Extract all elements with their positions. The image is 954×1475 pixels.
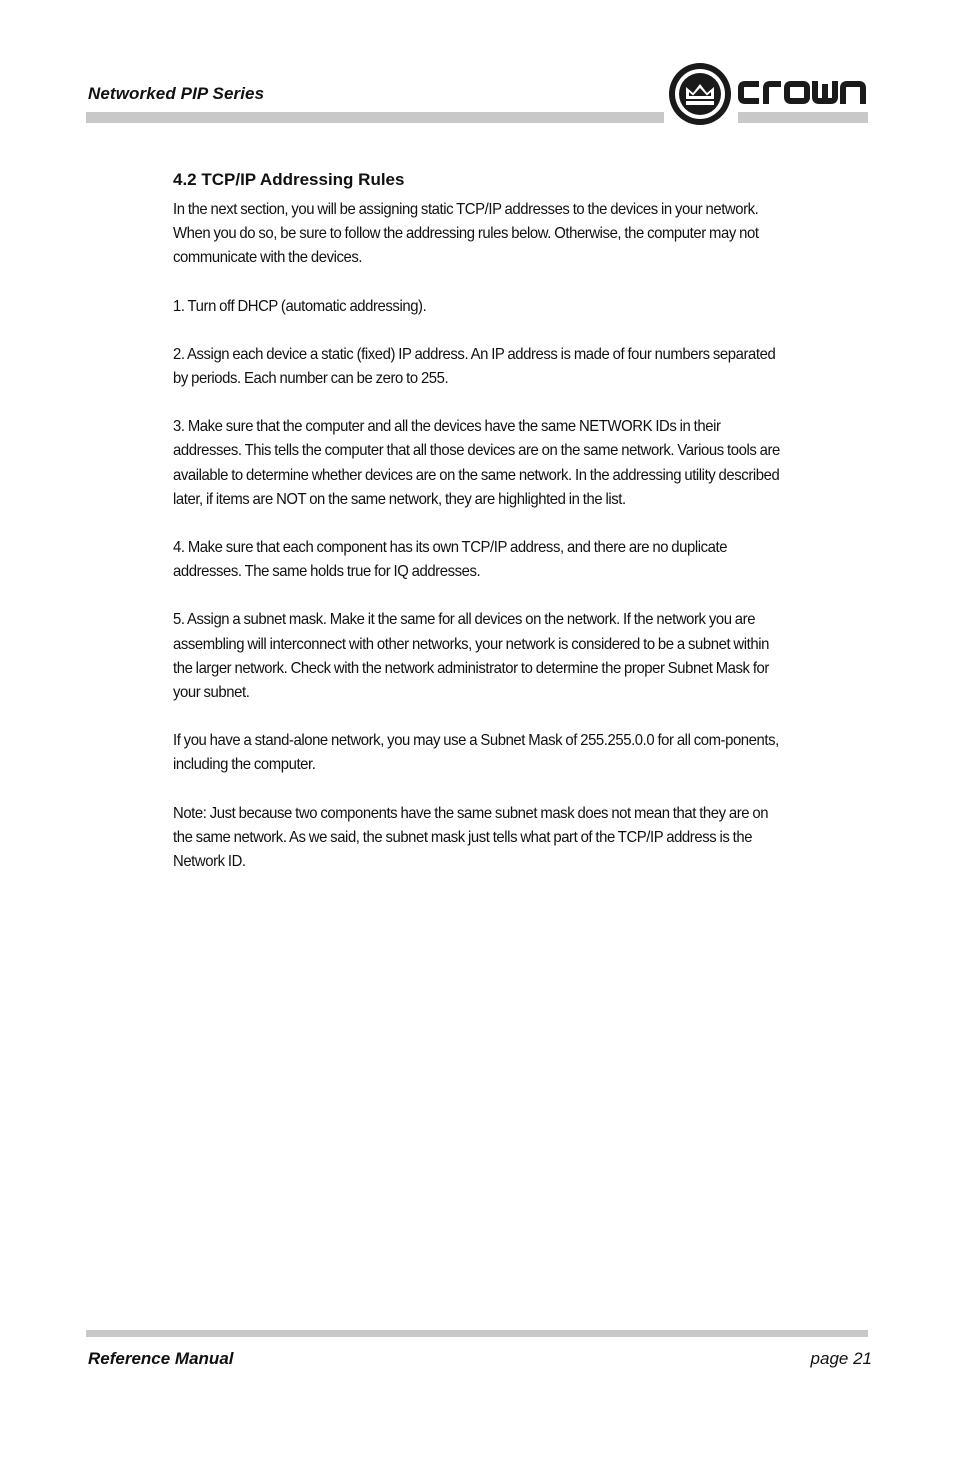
note-paragraph: Note: Just because two components have the same subnet mask does not mean that they are on the same network. As we said, the subnet mask just tells what part of the TCP/IP address is the Network ID. [173,804,769,871]
rule-2-paragraph: 2. Assign each device a static (fixed) IP address. An IP address is made of four numbers separated by periods. Each number can be zero to 255. [173,345,776,388]
section-heading: 4.2 TCP/IP Addressing Rules [173,170,405,189]
footer-page-number: page 21 [810,1349,872,1368]
footer-manual-title: Reference Manual [88,1349,234,1368]
intro-paragraph: In the next section, you will be assigning static TCP/IP addresses to the devices in your network. When you do so, be sure to follow the addressing rules below. Otherwise, the computer may not communicate with the devices. [173,201,759,267]
header-rule-right [738,112,868,123]
header-rule-left [86,112,664,123]
section-content [173,168,785,898]
standalone-paragraph: If you have a stand-alone network, you may use a Subnet Mask of 255.255.0.0 for all com-ponents, including the computer. [173,732,779,774]
footer-rule [86,1330,868,1337]
rule-3-paragraph: 3. Make sure that the computer and all the devices have the same NETWORK IDs in their addresses. This tells the computer that all those devices are on the same network. Various tools are available to determine whether devices are on the same network. In the addressing utility described later, if items are NOT on the same network, they are highlighted in the list. [173,418,780,508]
crown-wordmark [737,70,869,110]
rule-5-paragraph: 5. Assign a subnet mask. Make it the same for all devices on the network. If the network you are assembling will interconnect with other networks, your network is considered to be a subnet within the larger network. Check with the network administrator to determine the proper Subnet Mask for your subnet. [173,611,769,702]
header-title: Networked PIP Series [88,84,265,103]
crown-logo-icon [667,61,733,127]
rule-4-paragraph: 4. Make sure that each component has its own TCP/IP address, and there are no duplicate addresses. The same holds true for IQ addresses. [173,539,728,581]
rule-1-paragraph: 1. Turn off DHCP (automatic addressing). [173,297,427,315]
